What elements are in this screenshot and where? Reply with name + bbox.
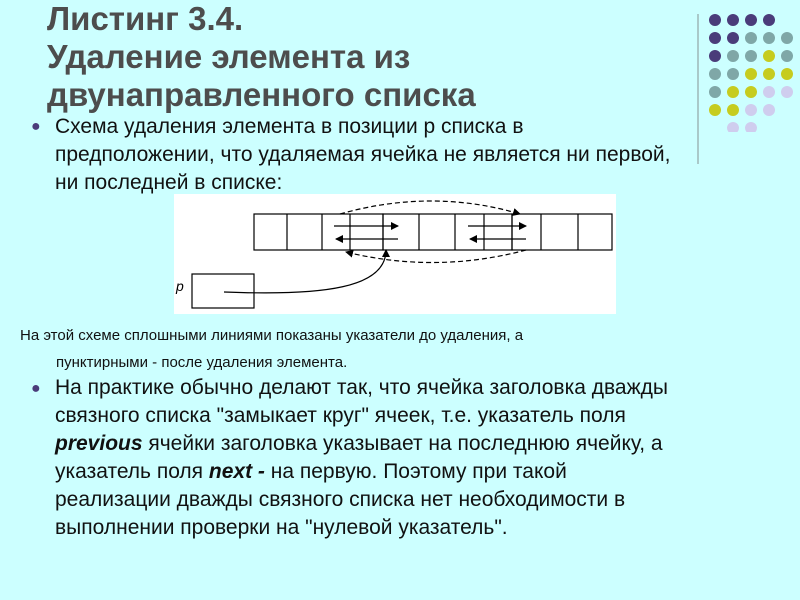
bullet-line: Схема удаления элемента в позиции р списка в [55,115,524,138]
list-cell-middle-deleted [383,214,512,250]
bullet-text-practice [55,374,795,542]
line-text: на первую. Поэтому при такой [264,460,567,483]
keyword-previous: previous [55,432,143,455]
line-text: ячейки заголовка указывает на последнюю ячейку, а [142,432,663,455]
p-pointer-arrow [224,250,386,293]
slide-title [47,0,687,114]
bullet-marker: ● [31,380,41,397]
list-cell-left [254,214,383,250]
bullet-line: реализации дважды связного списка нет необходимости в [55,488,626,511]
dot-row-1 [709,14,775,26]
diagram-note [20,322,780,376]
bullet-marker: ● [31,118,41,135]
diagram-svg [174,194,616,314]
dot-row-4 [709,68,793,80]
bullet-line: ни последней в списке: [55,171,283,194]
bullet-line: выполнении проверки на "нулевой указатель". [55,516,508,539]
title-line: двунаправленного списка [47,76,476,113]
pointer-p-box [192,274,254,308]
title-line: Удаление элемента из [47,38,411,75]
dot-row-3 [709,50,793,62]
list-cell-right [512,214,612,250]
line-text: указатель поля [55,460,209,483]
note-line: На этой схеме сплошными линиями показаны указатели до удаления, а [20,327,524,344]
keyword-next: next - [208,460,265,483]
dot-row-5 [709,86,793,98]
title-line: Листинг 3.4. [47,0,244,37]
bullet-line [55,458,795,486]
pointer-p-label: p [176,278,184,294]
bullet-line: связного списка "замыкает круг" ячеек, т.е. указатель поля [55,404,626,427]
note-line: пунктирными - после удаления элемента. [56,354,348,371]
bullet-text-schema [55,113,785,197]
dashed-prev-pointer-after [346,250,526,263]
dashed-next-pointer-after [340,201,520,214]
bullet-line: предположении, что удаляемая ячейка не является ни первой, [55,143,671,166]
bullet-line: На практике обычно делают так, что ячейка заголовка дважды [55,376,668,399]
bullet-line [55,430,795,458]
dot-row-2 [709,32,793,44]
doubly-linked-list-diagram [174,194,616,314]
